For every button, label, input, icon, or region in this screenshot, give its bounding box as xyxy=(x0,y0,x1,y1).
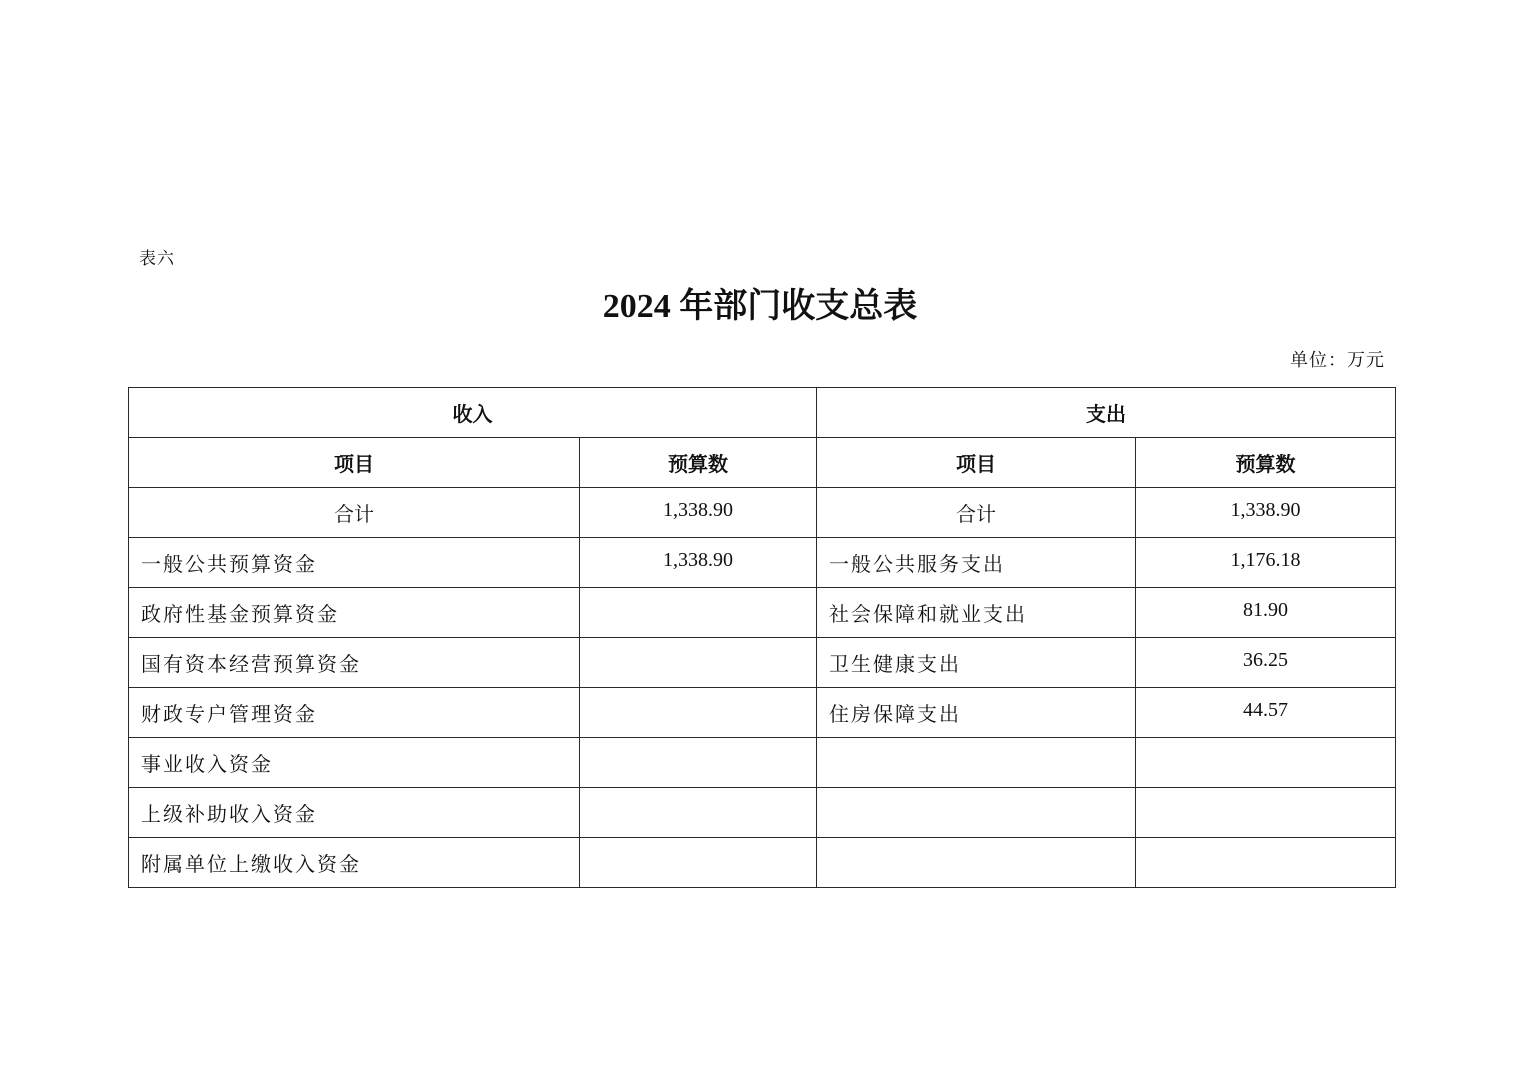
expense-value xyxy=(1136,838,1396,888)
expense-item xyxy=(817,838,1136,888)
income-value xyxy=(580,638,817,688)
expense-section-header: 支出 xyxy=(817,388,1396,438)
table-row xyxy=(129,588,1396,638)
income-item: 国有资本经营预算资金 xyxy=(129,638,580,688)
expense-value: 44.57 xyxy=(1136,688,1396,738)
income-total-value: 1,338.90 xyxy=(580,488,817,538)
expense-item: 社会保障和就业支出 xyxy=(817,588,1136,638)
income-value xyxy=(580,738,817,788)
table-row xyxy=(129,538,1396,588)
income-value xyxy=(580,788,817,838)
table-row xyxy=(129,688,1396,738)
income-item: 财政专户管理资金 xyxy=(129,688,580,738)
unit-label: 单位：万元 xyxy=(1290,350,1385,371)
income-item: 政府性基金预算资金 xyxy=(129,588,580,638)
income-value xyxy=(580,688,817,738)
income-value: 1,338.90 xyxy=(580,538,817,588)
expense-item xyxy=(817,738,1136,788)
page-title: 2024 年部门收支总表 xyxy=(602,288,918,325)
table-number-label: 表六 xyxy=(139,249,175,269)
expense-total-label: 合计 xyxy=(817,488,1136,538)
expense-item: 卫生健康支出 xyxy=(817,638,1136,688)
income-value xyxy=(580,838,817,888)
table-row xyxy=(129,838,1396,888)
expense-total-value: 1,338.90 xyxy=(1136,488,1396,538)
table-row xyxy=(129,638,1396,688)
expense-value xyxy=(1136,738,1396,788)
expense-item: 一般公共服务支出 xyxy=(817,538,1136,588)
expense-budget-header: 预算数 xyxy=(1136,438,1396,488)
table-row xyxy=(129,788,1396,838)
income-item: 一般公共预算资金 xyxy=(129,538,580,588)
table-row xyxy=(129,738,1396,788)
income-item: 上级补助收入资金 xyxy=(129,788,580,838)
income-item-header: 项目 xyxy=(129,438,580,488)
expense-value xyxy=(1136,788,1396,838)
expense-value: 81.90 xyxy=(1136,588,1396,638)
expense-item: 住房保障支出 xyxy=(817,688,1136,738)
budget-summary-table xyxy=(128,387,1396,888)
expense-item xyxy=(817,788,1136,838)
total-row xyxy=(129,488,1396,538)
expense-value: 1,176.18 xyxy=(1136,538,1396,588)
income-value xyxy=(580,588,817,638)
expense-value: 36.25 xyxy=(1136,638,1396,688)
column-header-row xyxy=(129,438,1396,488)
section-header-row xyxy=(129,388,1396,438)
income-total-label: 合计 xyxy=(129,488,580,538)
income-section-header: 收入 xyxy=(129,388,817,438)
income-budget-header: 预算数 xyxy=(580,438,817,488)
expense-item-header: 项目 xyxy=(817,438,1136,488)
income-item: 事业收入资金 xyxy=(129,738,580,788)
income-item: 附属单位上缴收入资金 xyxy=(129,838,580,888)
